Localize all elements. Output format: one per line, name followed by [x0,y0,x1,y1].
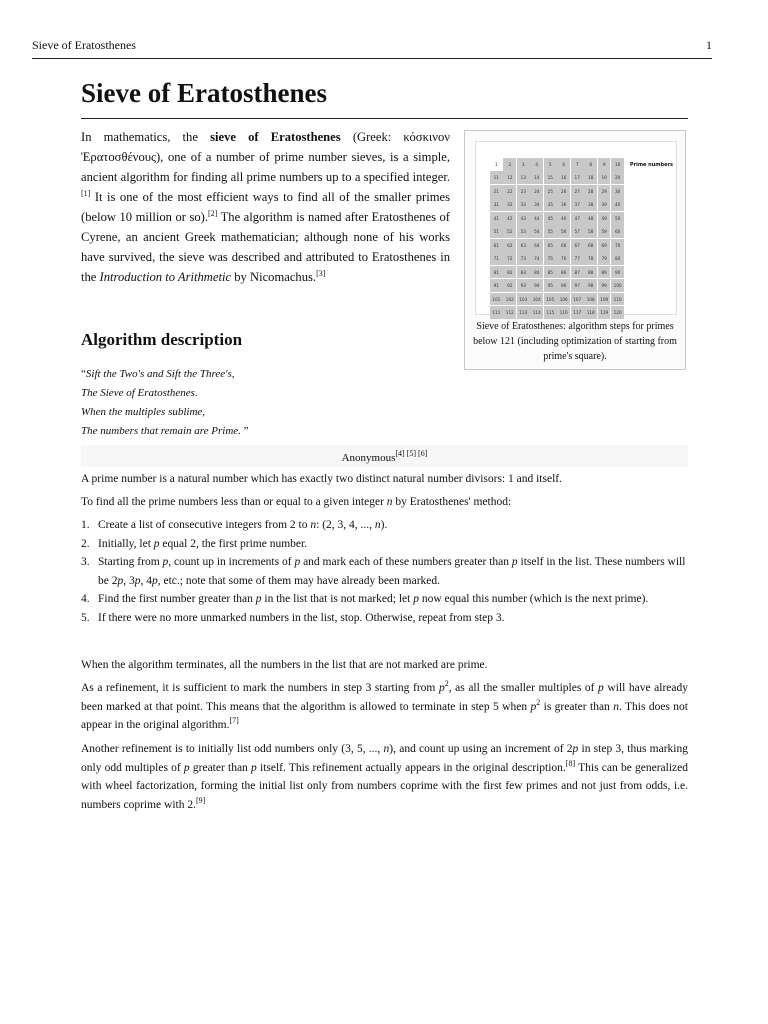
sieve-cell: 82 [503,266,516,279]
sieve-cell: 48 [584,212,597,225]
sieve-cell: 36 [557,198,570,211]
sieve-cell: 9 [598,158,611,171]
ref-link[interactable]: [8] [565,758,576,768]
sieve-cell: 10 [611,158,624,171]
sieve-cell: 41 [490,212,503,225]
sieve-cell: 40 [611,198,624,211]
list-item: 5. If there were no more unmarked numbers in the list, stop. Otherwise, repeat from step 3. [81,611,505,624]
sieve-cell: 109 [598,293,611,306]
paragraph-termination: When the algorithm terminates, all the numbers in the list that are not marked are prime. [81,659,488,671]
sieve-cell: 88 [584,266,597,279]
list-item: 4. Find the first number greater than p in the list that is not marked; let p now equal this number (which is the next prime). [81,593,649,605]
sieve-cell: 25 [544,185,557,198]
sieve-cell: 12 [503,171,516,184]
running-title: Sieve of Eratosthenes [32,38,136,52]
sieve-cell: 19 [598,171,611,184]
sieve-cell: 32 [503,198,516,211]
section-heading: Algorithm description [81,330,243,349]
sieve-cell: 102 [503,293,516,306]
sieve-cell: 55 [544,225,557,238]
sieve-cell: 68 [584,239,597,252]
sieve-cell: 76 [557,252,570,265]
sieve-cell: 90 [611,266,624,279]
sieve-cell: 14 [530,171,543,184]
sieve-cell: 62 [503,239,516,252]
sieve-cell: 27 [571,185,584,198]
sieve-cell: 20 [611,171,624,184]
sieve-cell: 85 [544,266,557,279]
sieve-cell: 16 [557,171,570,184]
sieve-cell: 2 [503,158,516,171]
list-item: 3. Starting from p, count up in increments of p and mark each of these numbers greater than p itself in the list. These numbers will be 2p, 3p, 4p, etc.; note that some of them may have already been marked. [81,556,686,587]
sieve-cell: 22 [503,185,516,198]
sieve-cell: 51 [490,225,503,238]
sieve-cell: 95 [544,279,557,292]
page-title: Sieve of Eratosthenes [81,78,327,108]
sieve-cell: 49 [598,212,611,225]
sieve-cell: 75 [544,252,557,265]
sieve-cell: 4 [530,158,543,171]
poem-quote: “Sift the Two's and Sift the Three's, The Sieve of Eratosthenes. When the multiples sublime, The numbers that remain are Prime. ” [81,368,249,437]
sieve-cell: 104 [530,293,543,306]
sieve-cell: 42 [503,212,516,225]
lead-paragraph: In mathematics, the sieve of Eratosthenes (Greek: κόσκινον Ἐρατοσθένους), one of a number of prime number sieves, is a simple, ancient algorithm for finding all prime numbers up to a specified integer.[1] It is one of the most efficient ways to find all of the smaller primes (below 10 million or so).[2] The algorithm is named after Eratosthenes of Cyrene, an ancient Greek mathematician; although none of his works have survived, the sieve was described and attributed to Eratosthenes in the Introduction to Arithmetic by Nicomachus.[3] [81,130,450,284]
sieve-cell: 30 [611,185,624,198]
sieve-cell: 87 [571,266,584,279]
sieve-cell: 92 [503,279,516,292]
page-number: 1 [706,38,712,52]
book-title: Introduction to Arithmetic [99,270,232,284]
sieve-cell: 111 [490,306,503,319]
sieve-cell: 39 [598,198,611,211]
sieve-cell: 53 [517,225,530,238]
ref-link[interactable]: [1] [81,189,91,198]
sieve-figure-image[interactable] [475,141,677,315]
sieve-cell: 66 [557,239,570,252]
sieve-cell: 93 [517,279,530,292]
sieve-cell: 13 [517,171,530,184]
sieve-cell: 61 [490,239,503,252]
sieve-cell: 98 [584,279,597,292]
sieve-cell: 37 [571,198,584,211]
sieve-cell: 44 [530,212,543,225]
sieve-cell: 65 [544,239,557,252]
sieve-cell: 112 [503,306,516,319]
sieve-cell: 99 [598,279,611,292]
sieve-cell: 120 [611,306,624,319]
ref-link[interactable]: [3] [316,269,326,278]
sieve-cell: 23 [517,185,530,198]
sieve-cell: 15 [544,171,557,184]
paragraph-refinement-square: As a refinement, it is sufficient to mark the numbers in step 3 starting from $p^2$, as all the smaller multiples of p will have already been marked at that point. This means that the algorithm is allowed to terminate in step 5 when $p^2$ is greater than n. This does not appear in the original algorithm.[7] [81,679,688,731]
sieve-cell: 114 [530,306,543,319]
ref-link[interactable]: [9] [195,795,206,805]
paragraph-method-intro: To find all the prime numbers less than or equal to a given integer n by Eratosthenes' method: [81,496,512,508]
sieve-cell: 58 [584,225,597,238]
title-rule [81,118,688,119]
sieve-cell: 64 [530,239,543,252]
paragraph-prime-definition: A prime number is a natural number which has exactly two distinct natural number divisors: 1 and itself. [81,473,562,485]
list-item: 1. Create a list of consecutive integers from 2 to n: (2, 3, 4, ..., n). [81,519,388,531]
ref-link[interactable]: [2] [207,209,218,218]
sieve-cell: 86 [557,266,570,279]
sieve-cell: 118 [584,306,597,319]
sieve-cell: 31 [490,198,503,211]
quote-attribution: Anonymous[4] [5] [6] [81,445,688,467]
sieve-cell: 52 [503,225,516,238]
sieve-cell: 50 [611,212,624,225]
sieve-cell: 21 [490,185,503,198]
sieve-cell: 91 [490,279,503,292]
sieve-cell: 115 [544,306,557,319]
sieve-cell: 83 [517,266,530,279]
sieve-cell: 18 [584,171,597,184]
sieve-cell: 67 [571,239,584,252]
sieve-cell: 7 [571,158,584,171]
sieve-cell: 108 [584,293,597,306]
paragraph-refinement-odd: Another refinement is to initially list odd numbers only (3, 5, ..., n), and count up using an increment of 2p in step 3, thus marking only odd multiples of p greater than p itself. This refinement actually appears in the original description.[8] This can be generalized with wheel factorization, forming the initial list only from numbers coprime with the first few primes and not just from odds, i.e. numbers coprime with 2.[9] [81,743,688,811]
sieve-cell: 63 [517,239,530,252]
sieve-cell: 105 [544,293,557,306]
sieve-figure [464,130,686,370]
ref-link[interactable]: [7] [229,716,239,725]
sieve-cell: 11 [490,171,503,184]
sieve-cell: 71 [490,252,503,265]
sieve-cell: 34 [530,198,543,211]
algorithm-steps-list [81,516,688,627]
sieve-cell: 35 [544,198,557,211]
sieve-cell: 60 [611,225,624,238]
figure-caption: Sieve of Eratosthenes: algorithm steps for primes below 121 (including optimization of starting from prime's square). [473,321,677,362]
sieve-cell: 77 [571,252,584,265]
sieve-cell: 119 [598,306,611,319]
legend-title: Prime numbers [630,162,673,168]
sieve-cell: 96 [557,279,570,292]
sieve-cell: 1 [494,161,498,167]
sieve-cell: 89 [598,266,611,279]
sieve-cell: 84 [530,266,543,279]
ref-link[interactable]: [4] [5] [6] [395,449,428,458]
sieve-cell: 47 [571,212,584,225]
sieve-number-grid [490,158,624,319]
sieve-cell: 110 [611,293,624,306]
sieve-cell: 78 [584,252,597,265]
sieve-cell: 6 [557,158,570,171]
sieve-cell: 103 [517,293,530,306]
sieve-cell: 54 [530,225,543,238]
sieve-cell: 17 [571,171,584,184]
sieve-cell: 5 [544,158,557,171]
sieve-cell: 56 [557,225,570,238]
sieve-cell: 116 [557,306,570,319]
sieve-cell: 46 [557,212,570,225]
sieve-cell: 45 [544,212,557,225]
sieve-cell: 72 [503,252,516,265]
sieve-cell: 70 [611,239,624,252]
sieve-cell: 74 [530,252,543,265]
sieve-cell: 94 [530,279,543,292]
sieve-cell: 73 [517,252,530,265]
sieve-cell: 3 [517,158,530,171]
sieve-cell: 57 [571,225,584,238]
sieve-cell: 59 [598,225,611,238]
sieve-cell: 38 [584,198,597,211]
sieve-cell: 101 [490,293,503,306]
sieve-cell: 33 [517,198,530,211]
sieve-cell: 69 [598,239,611,252]
sieve-cell: 113 [517,306,530,319]
bold-term: sieve of Eratosthenes [210,130,341,144]
sieve-cell: 80 [611,252,624,265]
sieve-cell: 29 [598,185,611,198]
sieve-cell: 24 [530,185,543,198]
sieve-cell: 107 [571,293,584,306]
list-item: 2. Initially, let p equal 2, the first prime number. [81,537,308,550]
sieve-cell: 43 [517,212,530,225]
sieve-cell: 100 [611,279,624,292]
sieve-cell: 28 [584,185,597,198]
sieve-cell: 117 [571,306,584,319]
sieve-cell: 97 [571,279,584,292]
sieve-cell: 81 [490,266,503,279]
sieve-cell: 26 [557,185,570,198]
sieve-cell: 79 [598,252,611,265]
sieve-cell: 106 [557,293,570,306]
sieve-cell: 8 [584,158,597,171]
running-header [32,38,712,53]
